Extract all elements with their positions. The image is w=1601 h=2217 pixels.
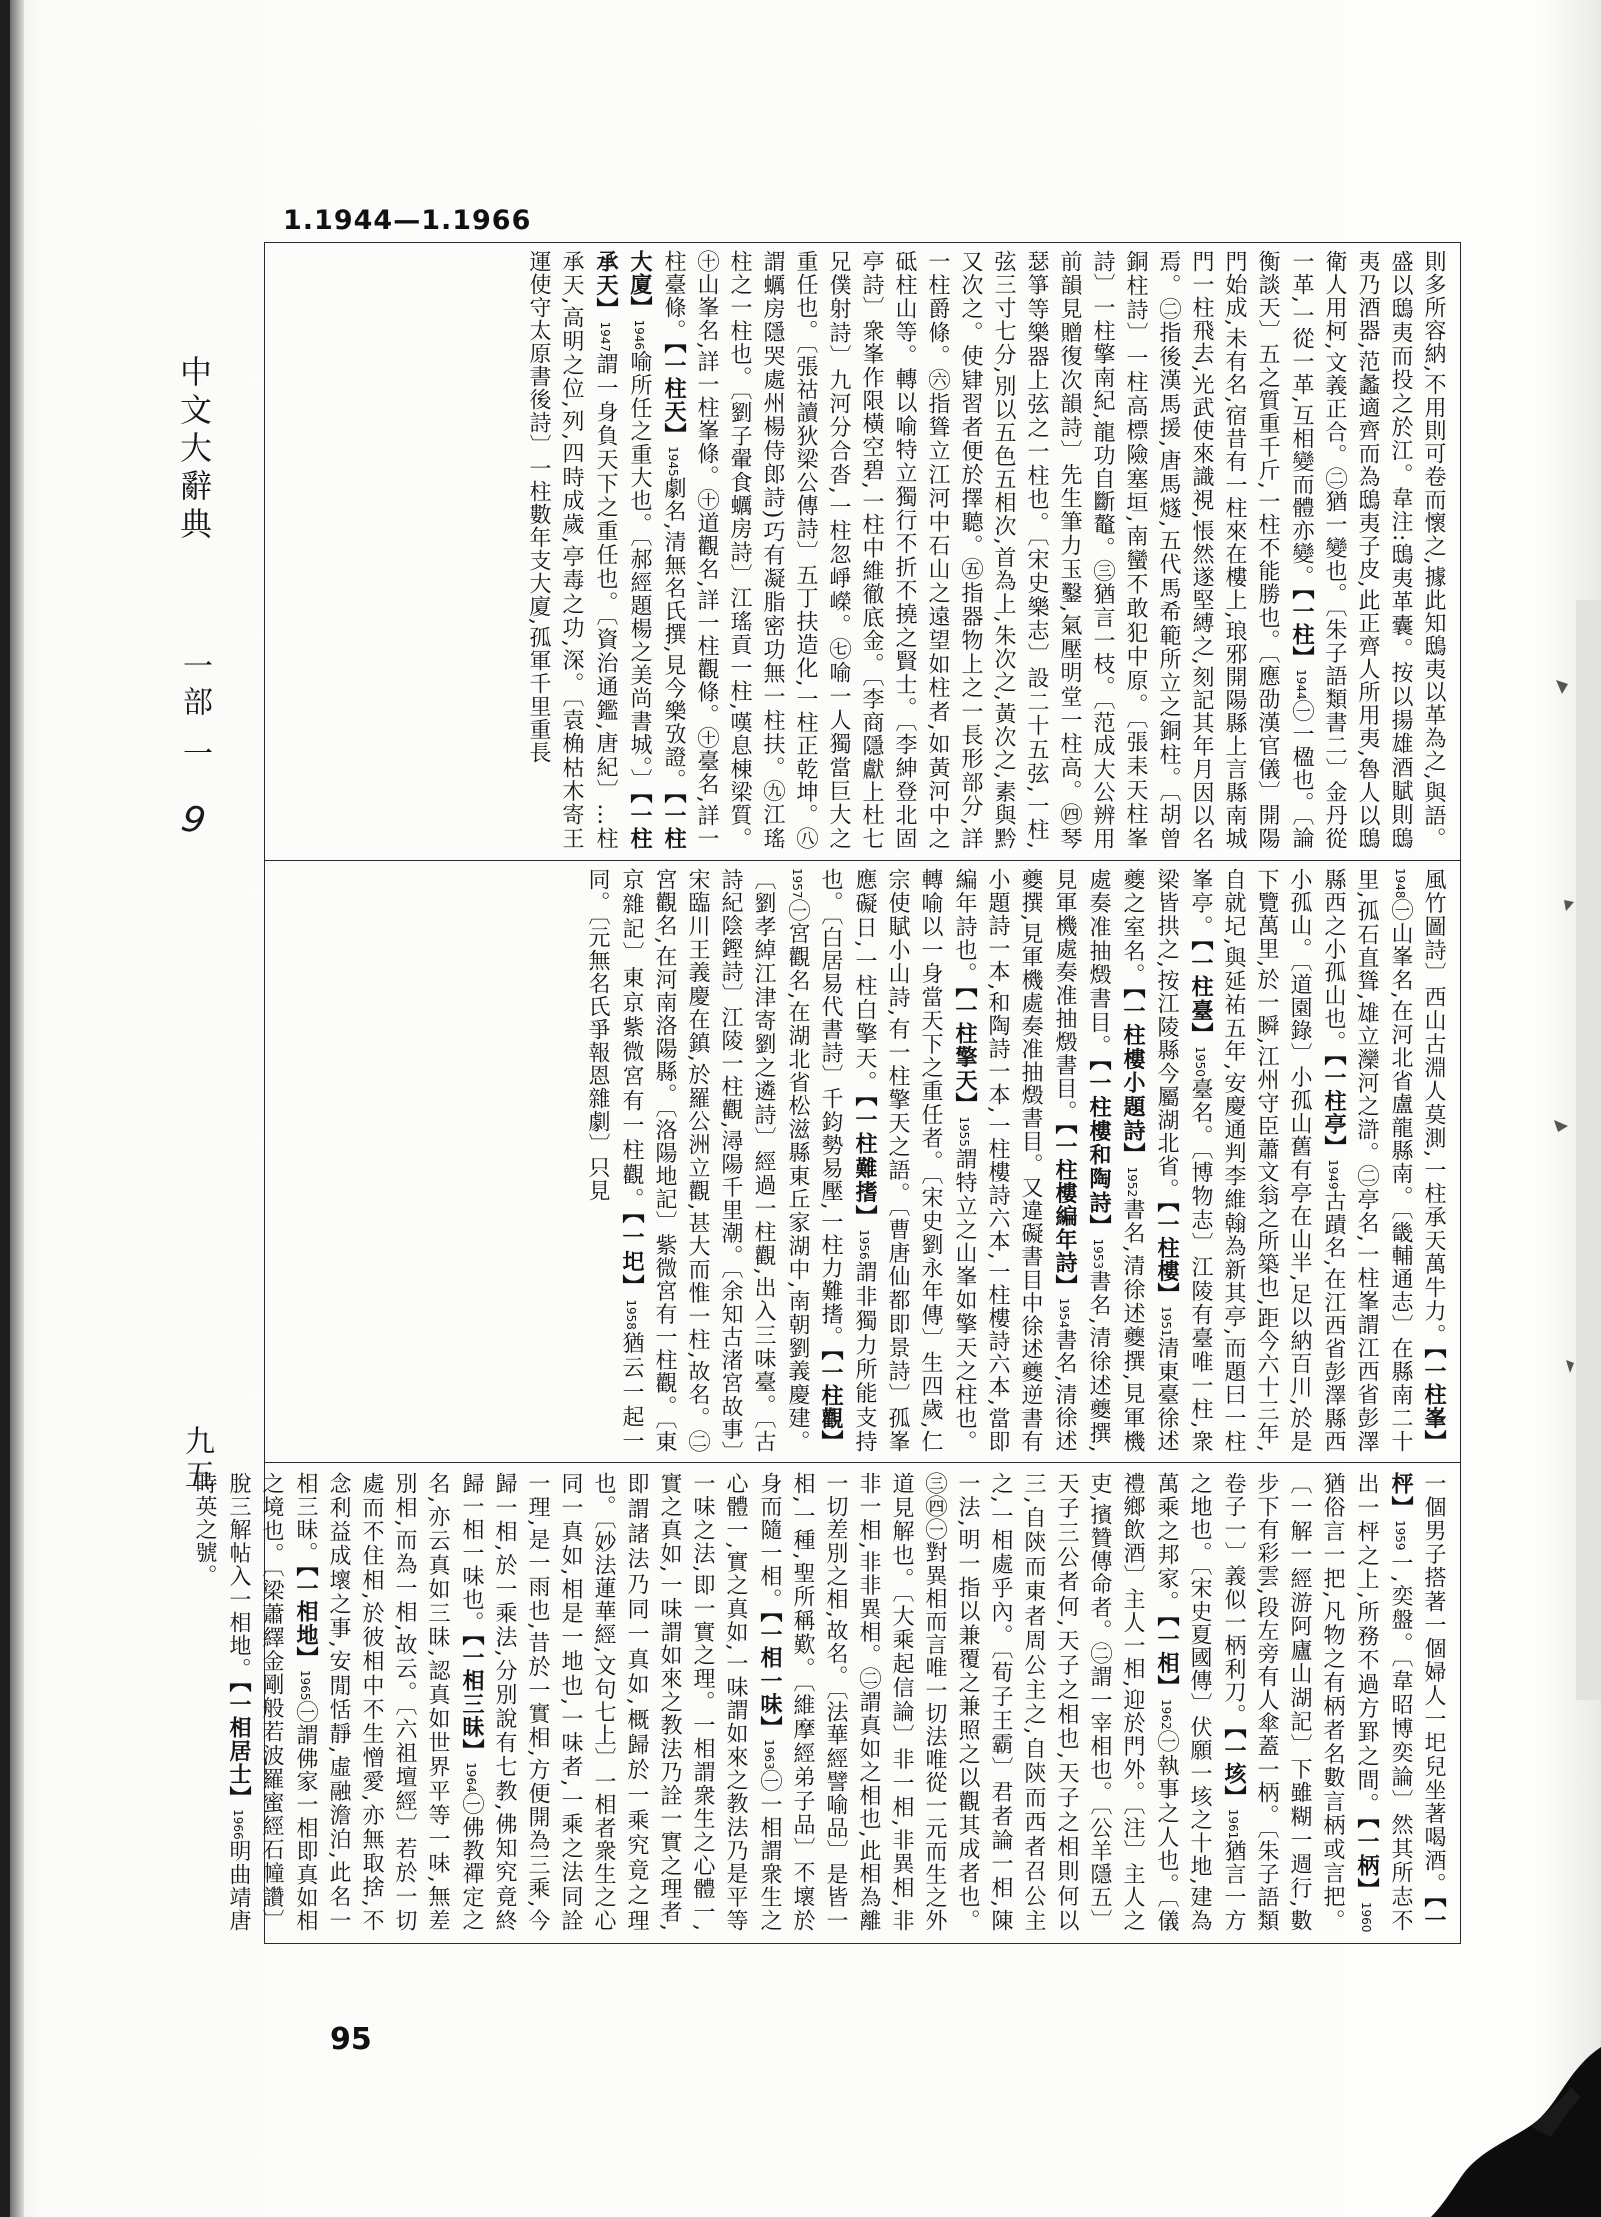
entry-definition: ㊀佛教禪定之名,亦云真如三昧,認真如世界平等一味,無差別相,而為一相,故云。〔六祖壇經〕若於一切處而不住相,於彼相中不生憎愛,亦無取捨,不念利益成壞之事,安閒恬靜,虛融澹泊,此名一相三昧。 [293,1472,484,1933]
scan-shadow-edge [0,0,10,2217]
entry-number: 1961 [1226,1808,1240,1840]
entry-definition: ㊀一相謂衆生之心體一,實之真如,一味謂如來之教法乃是平等一味之法,即一實之理。一相謂衆生之心體一,實之真如,一味謂如來之教法乃詮一實之理者,即謂諸法乃同一真如,概歸於一乘究竟之理也。〔妙法蓮華經,文句七上〕一相者衆生之心同一真如,相是一地也,一味者,一乘之法同詮一理,是一雨也,昔於一實相,方便開為三乘,今歸一相,於一乘法,分別說有七教,佛知究竟終歸一相一味也。 [459,1472,782,1933]
entry-definition: 猶俗言一把,凡物之有柄者名數言柄或言把。〔一解一經游阿廬山湖記〕下雖糊一週行,數步下有彩雲,段左旁有人傘蓋一柄。〔朱子語類卷子一〕義似一柄利刀。 [1221,1472,1345,1932]
entry-headword: 【一柄】 [1354,1816,1379,1902]
entry-definition: 劇名,清無名氏撰,見今樂攷證。 [661,476,686,792]
entry-definition: 謂一身負天下之重任也。〔資治通鑑,唐紀〕…柱承天,高明之位,列,四時成歲,亭毒之功,深。〔袁桷枯木寄王運使守太原書後詩〕一柱數年支大廈,孤軍千里重長 [526,250,618,851]
entry-headword: 【一柱天】 [661,342,686,447]
dictionary-entry [1421,868,1446,1347]
entry-headword: 【一柱承天】 [593,250,652,851]
entry-number: 1957 [790,868,804,899]
dictionary-entry [661,250,1314,850]
entry-number: 1960 [1359,1901,1373,1932]
entry-definition: ㊀謂佛家一相即真如相之境也。〔梁蕭繹金剛般若波羅蜜經石幢讚〕脫三解帖入一相地。 [226,1472,318,1933]
entry-headword: 【一柱亭】 [1321,1053,1346,1159]
entry-number: 1945 [666,446,680,477]
entry-definition: 喻所任之重大也。〔郝經題楊之美尚書城。〕 [627,350,652,792]
entry-headword: 【一相一味】 [757,1611,782,1740]
entry-number: 1949 [1326,1158,1340,1190]
entry-headword: 【一柱擎天】 [952,985,977,1117]
entry-number: 1962 [1159,1698,1173,1730]
entry-headword: 【一柱觀】 [818,1348,843,1453]
entry-definition: ㊀執事之人也。〔儀禮鄉飲酒〕主人一相,迎於門外。〔注〕主人之吏,擯贊傳命者。㊁謂一宰相也。〔公羊隱五〕天子三公者何,天子之相也,天子之相則何以三,自陝而東者周公主之,自陝而西者召公主之,一相處乎內。〔荀子王霸〕君者論一相,陳一法,明一指以兼覆之兼照之以觀其成者也。㊂㊃㊀對異相而言唯一切法唯從一元而生之外道見解也。〔大乘起信論〕非一相,非異相,非非一相,非非異相。㊁謂真如之相也,此相為離一切差別之相,故名。〔法華經譬喻品〕是皆一相,一種,聖所稱歎。〔維摩經弟子品〕不壞於身而隨一相。 [757,1472,1179,1933]
entry-definition: 一個男子搭著一個婦人一圯兒坐著喝酒。 [1421,1472,1446,1897]
entry-number: 1964 [464,1762,478,1793]
entry-definition: 謂非獨力所能支持也。〔白居易代書詩〕千鈞勢易壓,一柱力難搘。 [818,868,877,1454]
entry-number: 1956 [857,1228,871,1260]
ink-blot-corner [1421,2027,1601,2217]
entry-definition: 一,奕盤。〔韋昭博奕論〕然其所志不出一枰之上,所務不過方罫之間。 [1354,1472,1413,1933]
entry-number: 1959 [1393,1519,1407,1551]
entry-number: 1950 [1193,1046,1207,1077]
scan-edge-marks [1536,600,1601,1700]
entry-definition: 猶云一起一同。〔元無名氏爭報恩雜劇〕只見 [585,868,644,1454]
entry-range-header: 1.1944—1.1966 [283,205,532,236]
entry-definition: 清東臺徐述夔之室名。 [1120,868,1179,1453]
dictionary-entry [757,1472,1179,1932]
entry-number: 1946 [632,319,646,351]
section-label: 一部 一 [177,650,212,774]
dictionary-entry [293,1472,484,1932]
entry-headword: 【一柱大廈】 [627,250,686,851]
entry-headword: 【一柱峯】 [1421,1346,1446,1454]
entry-number: 1951 [1159,1306,1173,1337]
dictionary-entry [1421,1472,1446,1896]
entry-number: 1958 [624,1299,638,1331]
band-divider-top [264,860,1461,861]
entry-headword: 【一相地】 [293,1564,318,1670]
entry-definition: 則多所容納,不用則可卷而懷之,據此知鴟夷以革為之,與語。盛以鴟夷而投之於江。韋注:鴟夷革囊。按以揚雄酒賦則鴟夷乃酒器,范蠡適齊而為鴟夷子皮,此正齊人所用夷,魯人以鴟衛人用柯,文義正合。㊁猶一變也。〔朱子語類書二〕金丹從一革,一從一革,互相變而體亦變。 [1289,250,1446,850]
scan-shadow-gradient [10,0,24,2217]
chinese-page-number: 九五 [179,1425,214,1493]
entry-definition: 書名,清徐述夔撰,見軍機處奏准抽燬書目。又違礙書目中徐述夔逆書有小題詩一本,和陶詩一本,一柱樓詩六本,一柱樓詩六本,當即編年詩也。 [952,868,1077,1454]
entry-definition: 臺名。〔博物志〕江陵有臺唯一柱,衆梁皆拱之,按江陵縣今屬湖北省。 [1154,868,1213,1454]
entry-definition: 書名,清徐述夔撰,見軍機處奏准抽燬書目。 [1086,868,1145,1453]
entry-number: 1947 [598,321,612,353]
entry-number: 1955 [957,1116,971,1147]
entry-headword: 【一枰】 [1388,1472,1446,1933]
entry-headword: 【一相三昧】 [459,1634,484,1763]
band-divider-bottom [264,1462,1461,1463]
entry-definition: 猶言一方之地也。〔宋史夏國傳〕伏願一垓之十地,建為萬乘之邦家。 [1154,1472,1246,1933]
entry-headword: 【一垓】 [1221,1727,1246,1809]
entry-headword: 【一柱樓編年詩】 [1052,1123,1077,1299]
entry-definition: 古蹟名,在江西省彭澤縣西小孤山。〔道園錄〕小孤山舊有亭在山半,足以納百川,於是下覽萬里,於一瞬,江州守臣蕭文翁之所築也,距今六十三年,自就圮,與延祐五年,安慶通判李維翰為新其亭,而題曰一柱峯亭。 [1188,868,1346,1454]
entry-headword: 【一柱難搘】 [852,1094,877,1229]
entry-definition: ㊀一楹也。〔論衡談天〕五之質重千斤,一柱不能勝也。〔應劭漢官儀〕開陽門始成,未有名,宿昔有一柱來在樓上,琅邪開陽縣上言縣南城門一柱飛去,光武使來識視,悵然遂堅縛之,刻記其年月因以名焉。㊁指後漢馬援,唐馬燧,五代馬希範所立之銅柱。〔胡曾銅柱詩〕一柱高標險塞垣,南蠻不敢犯中原。〔張耒天柱峯詩〕一柱擎南紀,龍功自斷鼇。㊂猶言一枝。〔范成大公辨用前韻見贈復次韻詩〕先生筆力玉鑿,氣壓明堂一柱高。㊃琴瑟箏等樂器上弦之一柱也。〔宋史樂志〕設二十五弦,一柱,弦三寸七分,別以五色五相次,首為上,朱次之,黃次之,素與黔又次之。使肄習者便於擇聽。㊄指器物上之一長形部分,詳一柱爵條。㊅指聳立江河中石山之遠望如柱者,如黃河中之砥柱山等。轉以喻特立獨行不折不撓之賢士。〔李紳登北固亭詩〕衆峯作限橫空碧,一柱中維徹底金。〔李商隱獻上杜七兄僕射詩〕九河分合沓,一柱忽崢嶸。㊆喻一人獨當巨大之重任也。〔張祜讀狄梁公傳詩〕五丁扶造化,一柱正乾坤。㊇謂蠣房隱哭處州楊侍郎詩)巧有凝脂密功無一柱扶。㊈江瑤柱之一柱也。〔劉子翬食蠣房詩〕江瑤貢一柱,嘆息棟梁質。㊉山峯名,詳一柱峯條。㊉道觀名,詳一柱觀條。㊉臺名,詳一柱臺條。 [661,250,1314,851]
text-band-bottom [192,1472,1450,1933]
entry-definition: 明曲靖唐時英之號。 [192,1472,251,1933]
entry-number: 1965 [298,1669,312,1701]
entry-headword: 【一柱臺】 [1188,938,1213,1047]
entry-number: 1966 [231,1808,245,1840]
entry-number: 1944 [1294,669,1308,700]
book-title: 中文大辭典 [175,355,213,545]
entry-headword: 【一圯】 [619,1212,644,1300]
entry-headword: 【一相】 [1154,1614,1179,1699]
entry-number: 1948 [1393,868,1407,899]
text-band-top [275,250,1450,850]
entry-definition: 風竹圖詩〕西山古淵人莫測,一柱承天萬牛力。 [1421,868,1446,1347]
entry-number: 1963 [762,1739,776,1770]
dictionary-entry [459,1472,782,1932]
entry-headword: 【一柱】 [1289,588,1314,670]
page-number: 95 [330,2022,372,2057]
entry-definition: 謂特立之山峯如擎天之柱也。轉喻以一身當天下之重任者。〔宋史劉永年傳〕生四歲,仁宗使賦小山詩,有一柱擎天之語。〔曹唐仙都即景詩〕孤峯應礙日,一柱白擎天。 [852,868,977,1454]
entry-definition: ㊀宮觀名,在湖北省松滋縣東丘家湖中,南朝劉義慶建。〔劉孝綽江津寄劉之遴詩〕經過一柱觀,出入三味臺。〔古詩紀陰鏗詩〕江陵一柱觀,潯陽千里潮。〔余知古渚宮故事〕宋臨川王義慶在鎮,於羅公洲立觀,甚大而惟一柱,故名。㊁宮觀名,在河南洛陽縣。〔洛陽地記〕紫微宮有一柱觀。〔東京雜記〕東京紫微宮有一柱觀。 [619,868,810,1453]
entry-number: 1954 [1057,1298,1071,1329]
entry-definition: 書名,清徐述夔撰,見軍機處奏准抽燬書目。 [1052,868,1111,1453]
entry-headword: 【一相居士】 [226,1680,251,1809]
entry-headword: 【一柱樓】 [1154,1201,1179,1307]
dictionary-entry [661,342,686,792]
handwritten-mark: 9 [177,798,209,843]
entry-headword: 【一柱樓小題詩】 [1120,987,1145,1167]
entry-number: 1952 [1125,1166,1139,1198]
entry-headword: 【一柱樓和陶詩】 [1086,1058,1111,1239]
dictionary-entry [619,868,843,1453]
text-band-middle [275,868,1450,1453]
entry-number: 1953 [1091,1238,1105,1269]
entry-definition: ㊀山峯名,在河北省盧龍縣南。〔畿輔通志〕在縣南二十里,孤石直聳,雄立灤河之滸。㊁亭名,一柱峯謂江西省彭澤縣西之小孤山也。 [1321,868,1413,1453]
